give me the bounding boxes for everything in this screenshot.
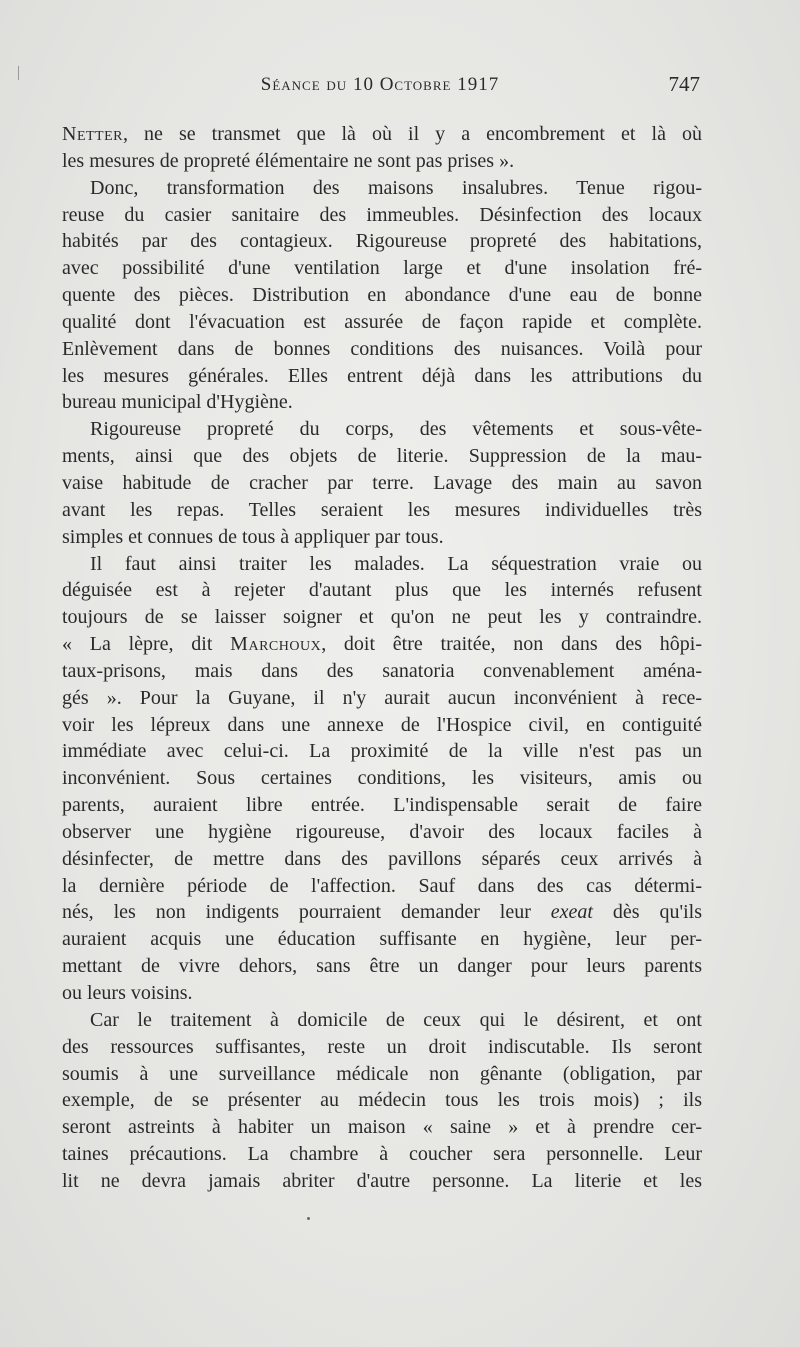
text-run: soumis à une surveillance médicale non gênante (obligation, par bbox=[62, 1062, 702, 1085]
text-run: déguisée est à rejeter d'autant plus que les internés refusent bbox=[62, 579, 702, 602]
text-run: des ressources suffisantes, reste un droit indiscutable. Ils seront bbox=[62, 1035, 702, 1058]
text-run: vaise habitude de cracher par terre. Lavage des main au savon bbox=[62, 471, 702, 494]
author-name: Netter bbox=[62, 123, 123, 145]
text-run: avant les repas. Telles seraient les mesures individuelles très bbox=[62, 498, 702, 521]
text-line bbox=[62, 899, 702, 926]
text-run: les mesures de propreté élémentaire ne sont pas prises ». bbox=[62, 149, 515, 172]
text-run: dès qu'ils bbox=[592, 901, 702, 924]
text-run: Enlèvement dans de bonnes conditions des nuisances. Voilà pour bbox=[62, 337, 702, 360]
text-line bbox=[62, 1168, 702, 1195]
margin-mark bbox=[18, 66, 19, 80]
text-line bbox=[62, 470, 702, 497]
text-run: voir les lépreux dans une annexe de l'Hospice civil, en contiguité bbox=[62, 713, 702, 736]
text-line bbox=[62, 309, 702, 336]
text-run: avec possibilité d'une ventilation large et d'une insolation fré- bbox=[62, 257, 702, 280]
text-line bbox=[62, 1061, 702, 1088]
text-line bbox=[62, 524, 702, 551]
text-run: inconvénient. Sous certaines conditions, les visiteurs, amis ou bbox=[62, 767, 702, 790]
page-header bbox=[60, 72, 700, 102]
text-run: simples et connues de tous à appliquer par tous. bbox=[62, 525, 444, 548]
text-line bbox=[62, 658, 702, 685]
body-text bbox=[62, 121, 702, 1195]
text-line bbox=[62, 873, 702, 900]
text-line bbox=[62, 765, 702, 792]
text-line bbox=[62, 631, 702, 658]
text-line bbox=[62, 255, 702, 282]
text-run: observer une hygiène rigoureuse, d'avoir des locaux faciles à bbox=[62, 820, 702, 843]
text-run: lit ne devra jamais abriter d'autre personne. La literie et les bbox=[62, 1169, 702, 1192]
text-line bbox=[62, 1141, 702, 1168]
text-run: reuse du casier sanitaire des immeubles. Désinfection des locaux bbox=[62, 203, 702, 226]
text-line bbox=[62, 202, 702, 229]
print-speck bbox=[307, 1217, 310, 1220]
text-line bbox=[62, 846, 702, 873]
text-line bbox=[62, 577, 702, 604]
text-run: qualité dont l'évacuation est assurée de façon rapide et complète. bbox=[62, 310, 702, 333]
page-number: 747 bbox=[668, 72, 700, 96]
text-run: taines précautions. La chambre à coucher sera personnelle. Leur bbox=[62, 1143, 702, 1166]
text-line bbox=[62, 604, 702, 631]
text-line bbox=[62, 1114, 702, 1141]
text-run: Il faut ainsi traiter les malades. La séquestration vraie ou bbox=[90, 552, 702, 575]
text-line bbox=[62, 148, 702, 175]
text-run: Donc, transformation des maisons insalubres. Tenue rigou- bbox=[90, 176, 702, 199]
text-line bbox=[62, 980, 702, 1007]
text-line bbox=[62, 1034, 702, 1061]
text-line bbox=[62, 175, 702, 202]
text-line bbox=[62, 738, 702, 765]
text-run: , ne se transmet que là où il y a encombrement et là où bbox=[123, 123, 702, 145]
text-run: toujours de se laisser soigner et qu'on ne peut les y contraindre. bbox=[62, 606, 702, 629]
text-run: Rigoureuse propreté du corps, des vêtements et sous-vête- bbox=[90, 418, 702, 441]
text-line bbox=[62, 953, 702, 980]
text-run: « La lèpre, dit bbox=[62, 633, 231, 656]
text-run: auraient acquis une éducation suffisante en hygiène, leur per- bbox=[62, 928, 702, 951]
running-title: Séance du 10 Octobre 1917 bbox=[260, 74, 500, 95]
text-line bbox=[62, 712, 702, 739]
text-run: quente des pièces. Distribution en abondance d'une eau de bonne bbox=[62, 284, 702, 307]
text-line bbox=[62, 1007, 702, 1034]
text-run: gés ». Pour la Guyane, il n'y aurait aucun inconvénient à rece- bbox=[62, 686, 702, 709]
text-line bbox=[62, 1087, 702, 1114]
author-name: Marchoux bbox=[230, 633, 322, 656]
text-line bbox=[62, 497, 702, 524]
text-line bbox=[62, 228, 702, 255]
text-line bbox=[62, 336, 702, 363]
text-run: exemple, de se présenter au médecin tous les trois mois) ; ils bbox=[62, 1089, 702, 1112]
text-line bbox=[62, 363, 702, 390]
text-line bbox=[62, 926, 702, 953]
text-line bbox=[62, 819, 702, 846]
text-run: bureau municipal d'Hygiène. bbox=[62, 391, 293, 414]
text-line bbox=[62, 792, 702, 819]
text-line bbox=[62, 551, 702, 578]
text-run: parents, auraient libre entrée. L'indispensable serait de faire bbox=[62, 794, 702, 817]
text-run: seront astreints à habiter un maison « saine » et à prendre cer- bbox=[62, 1116, 702, 1139]
italic-term: exeat bbox=[550, 901, 593, 924]
text-line bbox=[62, 685, 702, 712]
text-run: nés, les non indigents pourraient demander leur bbox=[62, 901, 551, 924]
text-run: mettant de vivre dehors, sans être un danger pour leurs parents bbox=[62, 955, 702, 978]
text-line bbox=[62, 416, 702, 443]
text-run: immédiate avec celui-ci. La proximité de la ville n'est pas un bbox=[62, 740, 702, 763]
text-line bbox=[62, 121, 702, 148]
text-run: désinfecter, de mettre dans des pavillons séparés ceux arrivés à bbox=[62, 847, 702, 870]
text-line bbox=[62, 389, 702, 416]
text-run: Car le traitement à domicile de ceux qui le désirent, et ont bbox=[90, 1008, 702, 1031]
text-run: taux-prisons, mais dans des sanatoria convenablement aména- bbox=[62, 659, 702, 682]
text-line bbox=[62, 443, 702, 470]
text-run: habités par des contagieux. Rigoureuse propreté des habitations, bbox=[62, 230, 702, 253]
text-run: ou leurs voisins. bbox=[62, 982, 193, 1004]
text-run: ments, ainsi que des objets de literie. Suppression de la mau- bbox=[62, 445, 702, 468]
text-run: , doit être traitée, non dans des hôpi- bbox=[321, 633, 702, 656]
text-run: la dernière période de l'affection. Sauf dans des cas détermi- bbox=[62, 874, 702, 897]
text-run: les mesures générales. Elles entrent déjà dans les attributions du bbox=[62, 364, 702, 387]
text-line bbox=[62, 282, 702, 309]
